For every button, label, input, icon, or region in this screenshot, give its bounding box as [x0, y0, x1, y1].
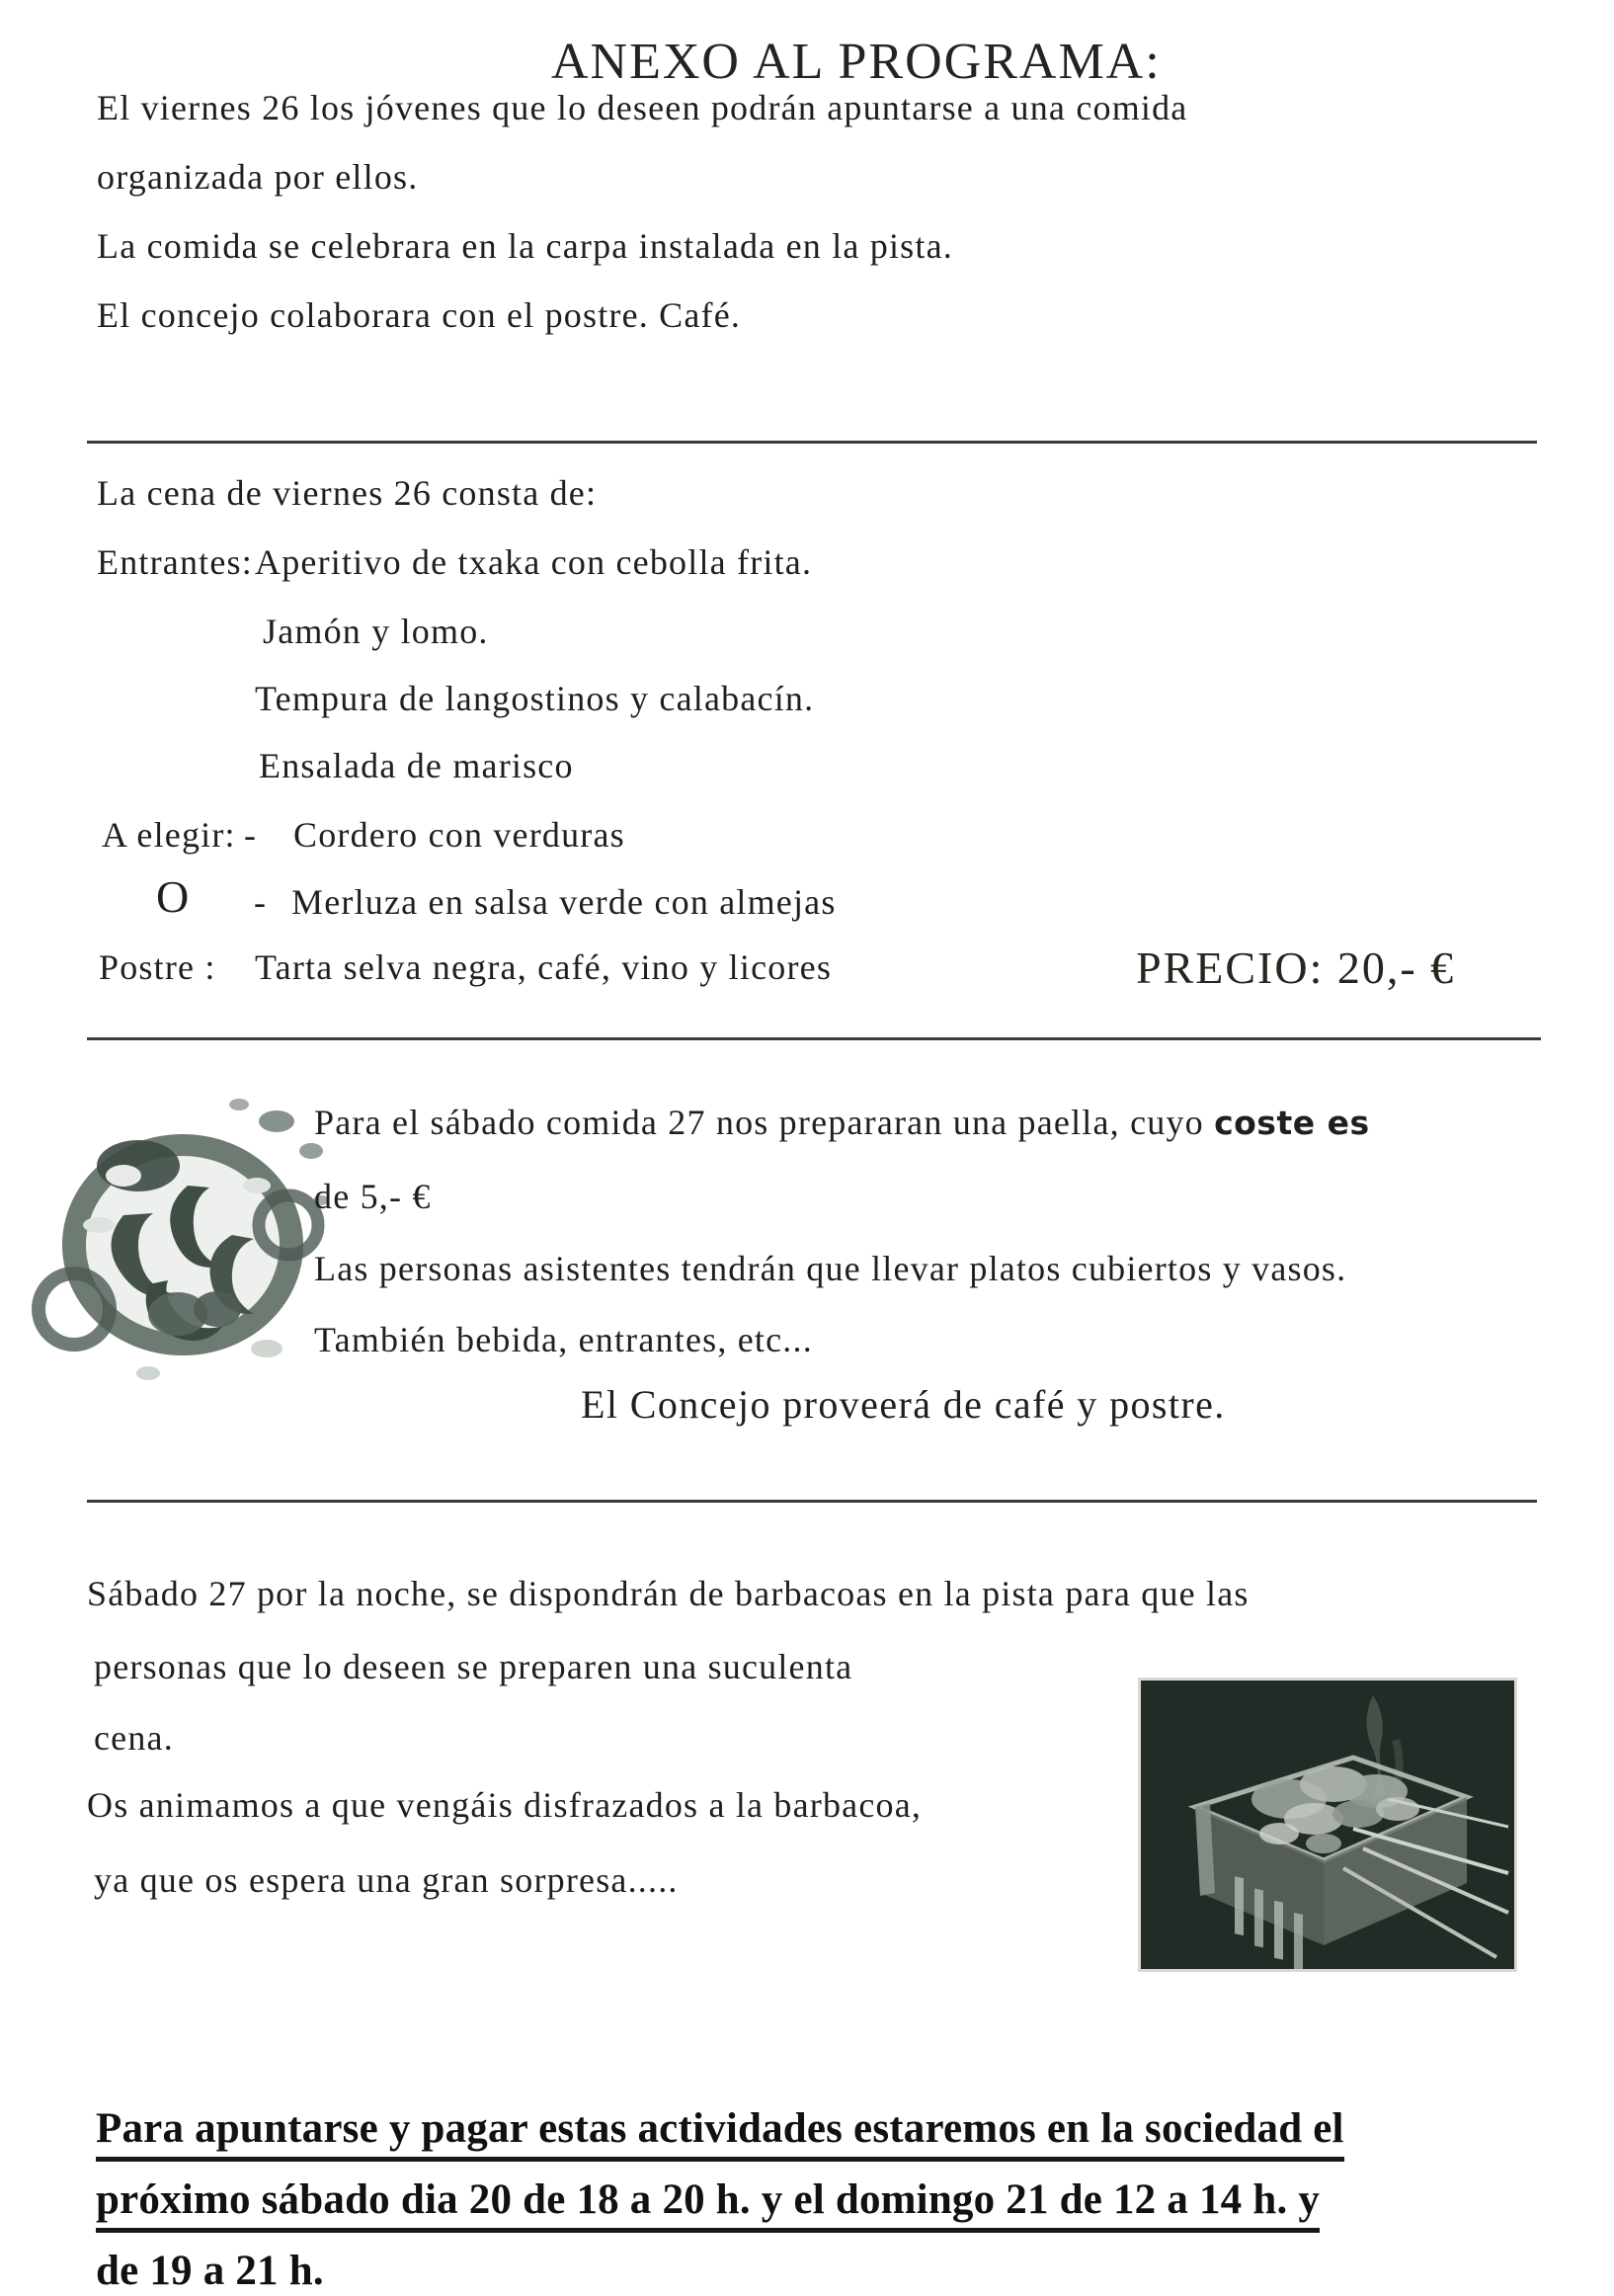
saturday-night-line-4: Os animamos a que vengáis disfrazados a la barbacoa, — [87, 1785, 923, 1825]
entrantes-item: Jamón y lomo. — [263, 612, 489, 651]
intro-line-1: El viernes 26 los jóvenes que lo deseen podrán apuntarse a una comida — [97, 88, 1188, 127]
saturday-lunch-line-1-normal: Para el sábado comida 27 nos prepararan una paella, cuyo — [314, 1103, 1215, 1142]
saturday-night-line-3: cena. — [94, 1718, 174, 1758]
concejo-note: El Concejo proveerá de café y postre. — [581, 1382, 1226, 1427]
choice2-dash: - — [254, 882, 268, 922]
choice-label: A elegir: — [102, 815, 236, 855]
choice1-item: Cordero con verduras — [293, 815, 625, 855]
footer-line-3 — [96, 2247, 324, 2296]
saturday-lunch-line-4: También bebida, entrantes, etc... — [314, 1320, 813, 1359]
barbecue-grill-night-photo — [1138, 1678, 1517, 1972]
saturday-night-line-1: Sábado 27 por la noche, se dispondrán de barbacoas en la pista para que las — [87, 1574, 1250, 1613]
footer-line-2-text: próximo sábado dia 20 de 18 a 20 h. y el domingo 21 de 12 a 14 h. y — [96, 2175, 1320, 2233]
saturday-lunch-line-2: de 5,- € — [314, 1177, 432, 1216]
price-line: PRECIO: 20,- € — [1136, 943, 1456, 993]
intro-line-2: organizada por ellos. — [97, 157, 419, 197]
entrantes-item: Aperitivo de txaka con cebolla frita. — [255, 542, 813, 582]
dessert-item: Tarta selva negra, café, vino y licores — [255, 947, 833, 987]
or-label: O — [156, 871, 191, 922]
saturday-lunch-line-1-bold: coste es — [1214, 1104, 1370, 1142]
entrantes-item: Tempura de langostinos y calabacín. — [255, 679, 815, 718]
footer-line-2 — [96, 2175, 1320, 2233]
dinner-heading: La cena de viernes 26 consta de: — [97, 473, 598, 513]
footer-line-1 — [96, 2104, 1344, 2162]
dessert-label: Postre : — [99, 947, 216, 987]
saturday-night-line-2: personas que lo deseen se preparen una suculenta — [94, 1647, 853, 1686]
saturday-lunch-line-3: Las personas asistentes tendrán que llevar platos cubiertos y vasos. — [314, 1249, 1347, 1288]
horizontal-rule-2 — [87, 1037, 1541, 1040]
intro-line-4: El concejo colaborara con el postre. Café. — [97, 295, 742, 335]
saturday-lunch-line-1 — [314, 1102, 1370, 1144]
horizontal-rule-3 — [87, 1500, 1537, 1503]
footer-line-3-text: de 19 a 21 h. — [96, 2247, 324, 2296]
choice1-dash: - — [244, 815, 258, 855]
paella-shrimp-clipart-icon — [30, 1077, 331, 1393]
intro-line-3: La comida se celebrara en la carpa instalada en la pista. — [97, 226, 953, 266]
entrantes-label: Entrantes: — [97, 542, 253, 582]
page-title: ANEXO AL PROGRAMA: — [551, 34, 1162, 90]
saturday-night-line-5: ya que os espera una gran sorpresa..... — [94, 1860, 679, 1900]
choice2-item: Merluza en salsa verde con almejas — [291, 882, 837, 922]
footer-line-1-text: Para apuntarse y pagar estas actividades estaremos en la sociedad el — [96, 2104, 1344, 2162]
entrantes-item: Ensalada de marisco — [259, 746, 574, 785]
horizontal-rule-1 — [87, 441, 1537, 444]
